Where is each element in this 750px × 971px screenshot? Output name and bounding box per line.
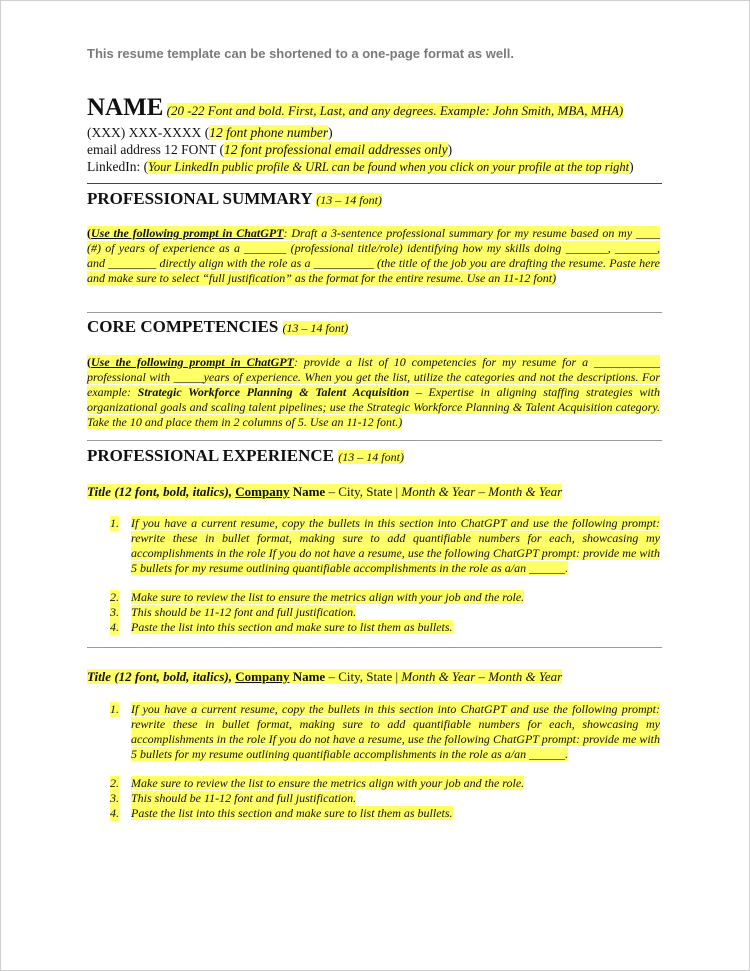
bullet-number: 1. <box>110 516 119 530</box>
bullet-number: 1. <box>110 702 119 716</box>
job-dates: Month & Year – Month & Year <box>401 669 563 684</box>
template-note: This resume template can be shortened to a one-page format as well. <box>87 46 514 61</box>
bullet-number: 3. <box>110 605 119 619</box>
linkedin-line <box>87 158 662 176</box>
list-item <box>110 776 660 791</box>
bullet-number: 3. <box>110 791 119 805</box>
summary-heading: PROFESSIONAL SUMMARY <box>87 189 312 208</box>
phone-line <box>87 124 662 141</box>
job-title: Title (12 font, bold, italics) <box>87 669 229 684</box>
summary-body: : Draft a 3-sentence professional summary for my resume based on my ____ (#) of years of experience as a _______ (professional title/role) identifying how my skills doing _______, _______, and ________ directly align with the role as a __________ (the title of the job you are drafting the resume. Paste here and make sure to select “full justification” as the format for the entire resume. Use an 11-12 font) <box>87 226 660 285</box>
phone-hint: 12 font phone number <box>209 125 329 140</box>
email-close: ) <box>447 142 453 157</box>
bullet-number: 2. <box>110 776 119 790</box>
name-hint: (20 -22 Font and bold. First, Last, and any degrees. Example: John Smith, MBA, MHA) <box>166 103 624 118</box>
competencies-divider <box>87 440 662 441</box>
competencies-heading: CORE COMPETENCIES <box>87 317 279 336</box>
email-hint: 12 font professional email addresses only <box>223 142 448 157</box>
list-item <box>110 516 660 576</box>
bullet-text: Make sure to review the list to ensure the metrics align with your job and the role. <box>131 776 525 790</box>
competencies-title-hint: (13 – 14 font) <box>282 321 349 335</box>
linkedin-text: LinkedIn: ( <box>87 159 149 174</box>
bullet-text: Paste the list into this section and make sure to list them as bullets. <box>131 806 453 820</box>
competencies-body-2: – Expertise in aligning staffing strategies with organizational goals and scaling talent pipelines; use the Strategic Workforce Planning & Talent Acquisition category. Take the 10 and place them in 2 columns of 5. Use an 11-12 font.) <box>87 385 660 429</box>
list-item <box>110 791 660 806</box>
job-title: Title (12 font, bold, italics) <box>87 484 229 499</box>
job-bullets <box>110 702 660 821</box>
job-company: Company <box>235 669 290 684</box>
job-sep: , <box>228 669 236 684</box>
phone-text: (XXX) XXX-XXXX ( <box>87 125 210 140</box>
summary-open-paren: ( <box>87 226 91 240</box>
email-line <box>87 141 662 158</box>
job-location: – City, State | <box>325 669 402 684</box>
summary-title <box>87 189 382 209</box>
experience-title-hint: (13 – 14 font) <box>338 450 404 464</box>
bullet-gap <box>110 576 660 590</box>
competencies-prompt-lead: Use the following prompt in ChatGPT <box>91 355 294 369</box>
job-sep: , <box>228 484 236 499</box>
job-header <box>87 669 662 685</box>
resume-name: NAME <box>87 94 164 121</box>
competencies-body-1: : provide a list of 10 competencies for my resume for a ___________ professional with _____years of experience. When you get the list, utilize the categories and not the descriptions. For example: <box>87 355 660 399</box>
job-bullets <box>110 516 660 635</box>
bullet-text: If you have a current resume, copy the bullets in this section into ChatGPT and use the following prompt: rewrite these in bullet format, making sure to add quantifiable numbers for each, showcasing my accomplishments in the role If you do not have a resume, use the following ChatGPT prompt: provide me with 5 bullets for my resume outlining quantifiable accomplishments in the role as a/an ______. <box>131 516 660 575</box>
bullet-gap <box>110 762 660 776</box>
bullet-number: 4. <box>110 620 119 634</box>
competencies-title <box>87 317 348 337</box>
job-company: Company <box>235 484 290 499</box>
summary-paragraph <box>87 226 660 286</box>
name-line <box>87 94 662 122</box>
list-item <box>110 806 660 821</box>
job-location: – City, State | <box>325 484 402 499</box>
bullet-number: 4. <box>110 806 119 820</box>
bullet-text: Make sure to review the list to ensure the metrics align with your job and the role. <box>131 590 525 604</box>
email-text: email address 12 FONT ( <box>87 142 224 157</box>
summary-divider <box>87 312 662 313</box>
bullet-text: Paste the list into this section and make sure to list them as bullets. <box>131 620 453 634</box>
job-divider <box>87 647 662 648</box>
list-item <box>110 702 660 762</box>
competencies-paragraph <box>87 355 660 430</box>
competencies-open-paren: ( <box>87 355 91 369</box>
summary-title-hint: (13 – 14 font) <box>316 193 382 207</box>
bullet-text: If you have a current resume, copy the bullets in this section into ChatGPT and use the following prompt: rewrite these in bullet format, making sure to add quantifiable numbers for each, showcasing my accomplishments in the role If you do not have a resume, use the following ChatGPT prompt: provide me with 5 bullets for my resume outlining quantifiable accomplishments in the role as a/an ______. <box>131 702 660 761</box>
job-dates: Month & Year – Month & Year <box>401 484 563 499</box>
linkedin-hint: Your LinkedIn public profile & URL can be found when you click on your profile at the top right <box>148 160 630 174</box>
job-company-name: Name <box>289 669 326 684</box>
header-divider <box>87 183 662 184</box>
competencies-example: Strategic Workforce Planning & Talent Acquisition <box>137 385 410 399</box>
job-header <box>87 484 662 500</box>
phone-close: ) <box>328 125 333 140</box>
experience-title <box>87 446 404 466</box>
list-item <box>110 620 660 635</box>
experience-heading: PROFESSIONAL EXPERIENCE <box>87 446 335 465</box>
job-company-name: Name <box>289 484 326 499</box>
linkedin-close: ) <box>629 159 634 174</box>
bullet-text: This should be 11-12 font and full justification. <box>131 605 357 619</box>
bullet-number: 2. <box>110 590 119 604</box>
summary-prompt-lead: Use the following prompt in ChatGPT <box>91 226 284 240</box>
list-item <box>110 590 660 605</box>
bullet-text: This should be 11-12 font and full justification. <box>131 791 357 805</box>
list-item <box>110 605 660 620</box>
